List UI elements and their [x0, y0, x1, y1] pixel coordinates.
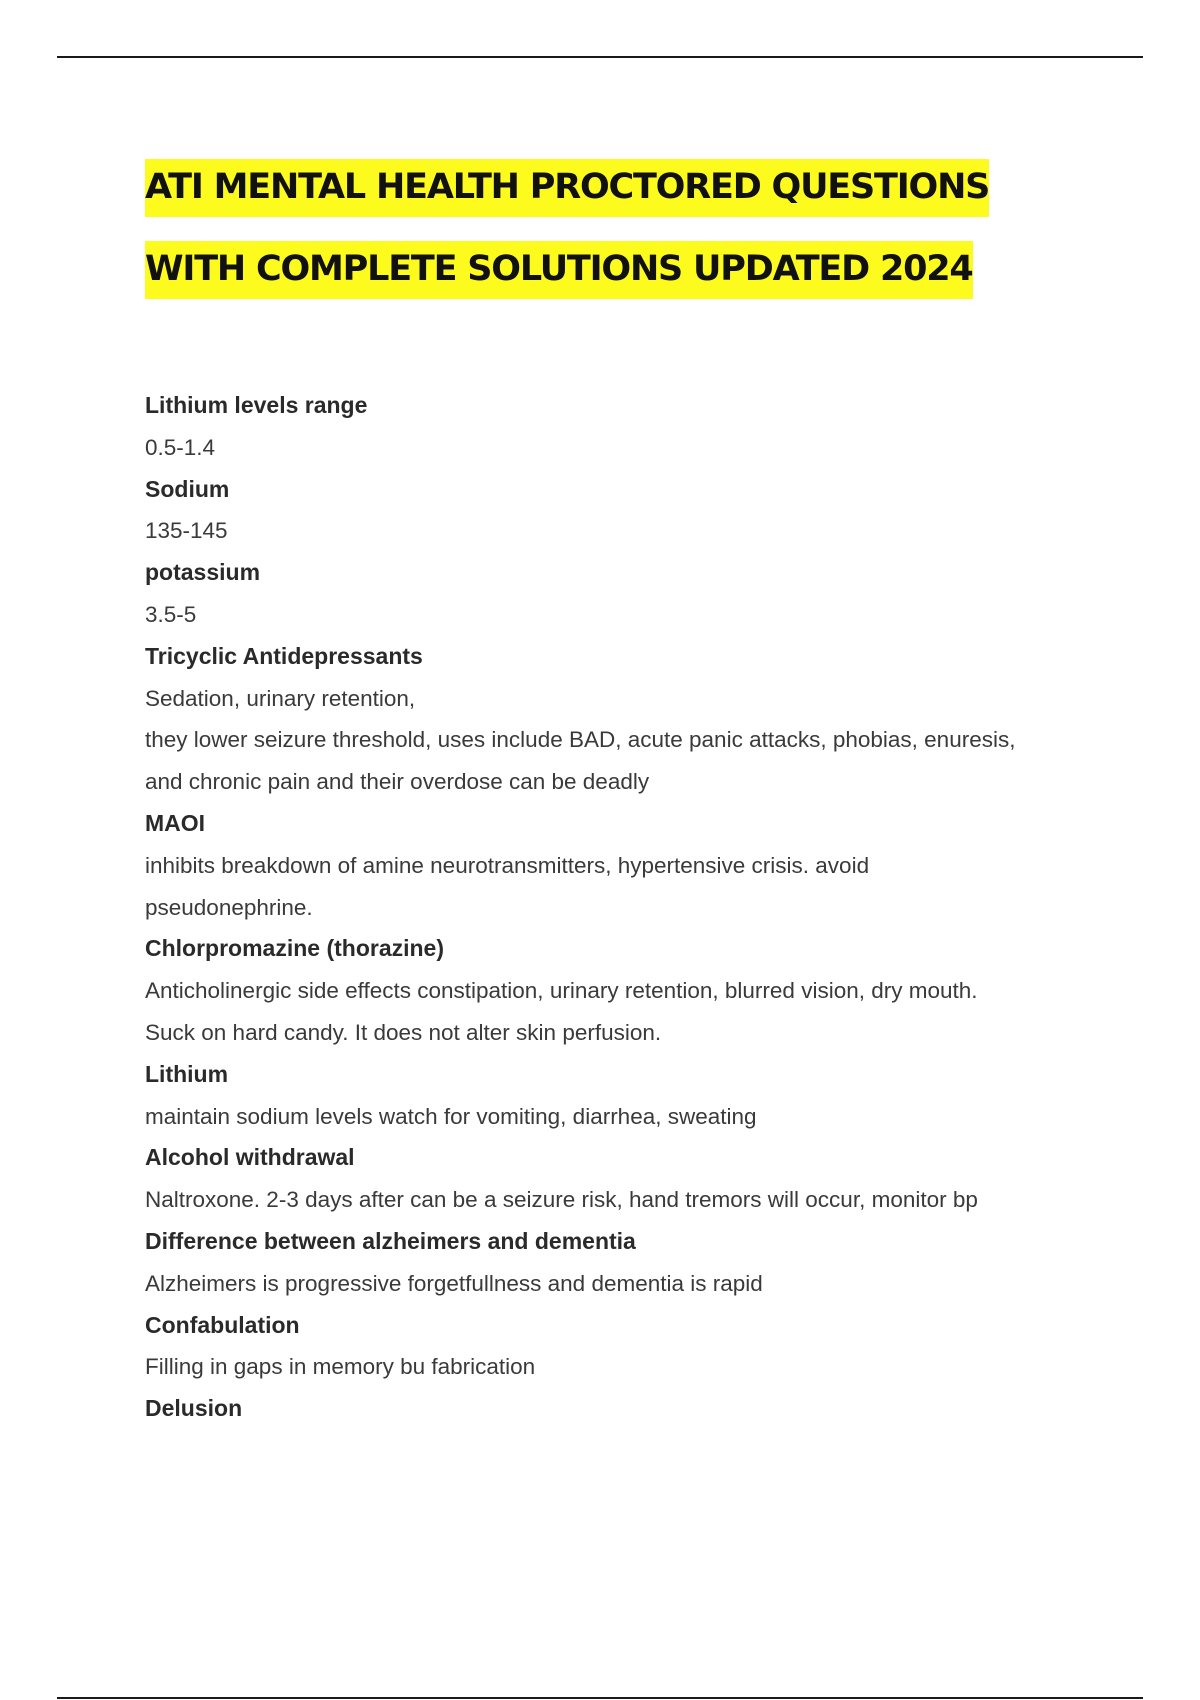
term-label: Chlorpromazine (thorazine) [145, 935, 445, 962]
definition-line: Sedation, urinary retention, [145, 685, 416, 711]
definition-line: maintain sodium levels watch for vomiting, diarrhea, sweating [145, 1103, 757, 1129]
document-title [145, 146, 1145, 310]
definition-line: Suck on hard candy. It does not alter skin perfusion. [145, 1019, 662, 1045]
flashcard-entry [145, 1221, 1145, 1305]
flashcard-entry [145, 1054, 1145, 1138]
title-highlight: ATI MENTAL HEALTH PROCTORED QUESTIONS [145, 159, 989, 217]
flashcard-entry [145, 1137, 1145, 1221]
term-label: Lithium [145, 1060, 229, 1087]
flashcard-entry [145, 636, 1145, 803]
flashcard-entry [145, 1388, 1145, 1430]
title-highlight: WITH COMPLETE SOLUTIONS UPDATED 2024 [145, 241, 973, 299]
term-label: potassium [145, 559, 261, 586]
term-label: Tricyclic Antidepressants [145, 642, 423, 669]
definition-text [145, 678, 1145, 803]
definition-text [145, 427, 1145, 469]
definition-line: 0.5-1.4 [145, 434, 216, 460]
term-label: Sodium [145, 475, 230, 502]
definition-line: pseudonephrine. [145, 894, 313, 920]
definition-line: Anticholinergic side effects constipation, urinary retention, blurred vision, dry mouth. [145, 978, 978, 1004]
definition-text [145, 594, 1145, 636]
definition-line: Filling in gaps in memory bu fabrication [145, 1354, 536, 1380]
title-line-2 [145, 228, 1145, 310]
definition-line: Alzheimers is progressive forgetfullness and dementia is rapid [145, 1270, 763, 1296]
flashcard-entry [145, 552, 1145, 636]
flashcard-entry [145, 928, 1145, 1053]
definition-line: and chronic pain and their overdose can be deadly [145, 769, 650, 795]
definition-text [145, 970, 1145, 1054]
definition-text [145, 510, 1145, 552]
term-label: Confabulation [145, 1311, 300, 1338]
definition-line: they lower seizure threshold, uses include BAD, acute panic attacks, phobias, enuresis, [145, 727, 1016, 753]
bottom-rule [57, 1697, 1143, 1699]
definition-text [145, 845, 1145, 929]
definition-line: inhibits breakdown of amine neurotransmitters, hypertensive crisis. avoid [145, 852, 870, 878]
flashcard-entry [145, 469, 1145, 553]
term-label: MAOI [145, 809, 206, 836]
definition-line: 3.5-5 [145, 601, 197, 627]
term-label: Delusion [145, 1395, 243, 1422]
definition-line: Naltroxone. 2-3 days after can be a seizure risk, hand tremors will occur, monitor bp [145, 1187, 978, 1213]
definition-text [145, 1096, 1145, 1138]
title-line-1 [145, 146, 1145, 228]
definition-text [145, 1263, 1145, 1305]
definition-line: 135-145 [145, 518, 228, 544]
definition-text [145, 1179, 1145, 1221]
definition-text [145, 1346, 1145, 1388]
term-label: Difference between alzheimers and dementia [145, 1227, 636, 1254]
term-label: Alcohol withdrawal [145, 1144, 355, 1171]
flashcard-entry [145, 1305, 1145, 1389]
top-rule [57, 56, 1143, 58]
term-label: Lithium levels range [145, 392, 368, 418]
flashcard-list [145, 385, 1145, 1430]
flashcard-entry [145, 385, 1145, 469]
flashcard-entry [145, 803, 1145, 928]
